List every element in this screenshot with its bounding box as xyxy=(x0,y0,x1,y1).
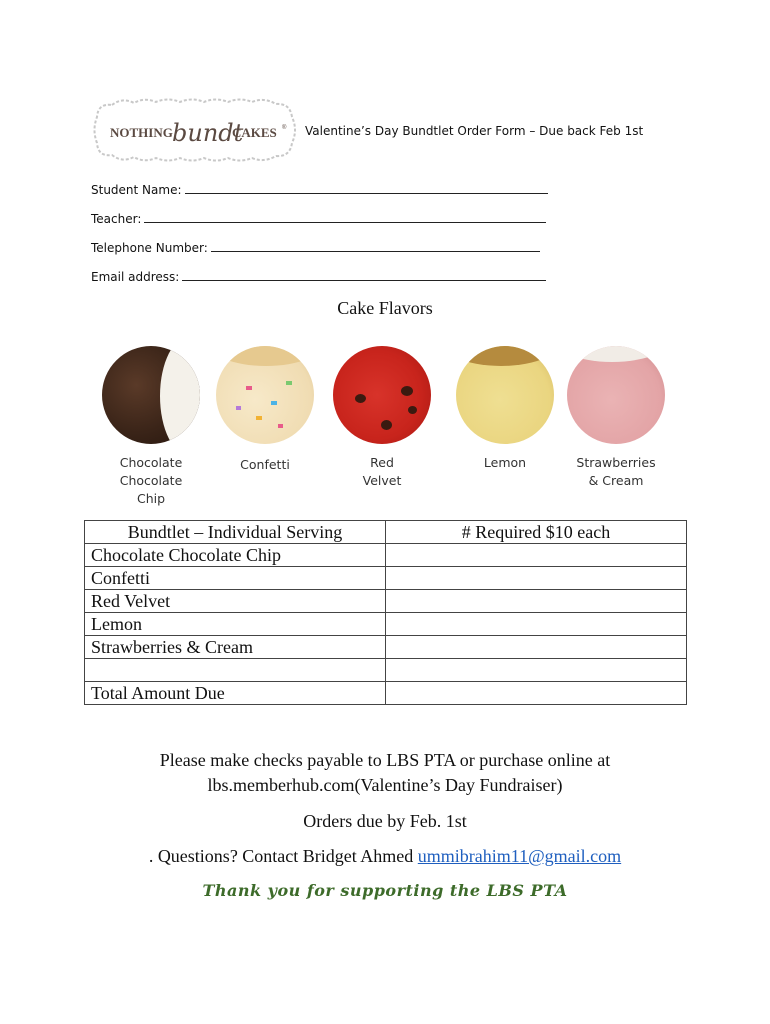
questions-line xyxy=(0,846,770,867)
payment-line-2: lbs.memberhub.com(Valentine’s Day Fundraiser) xyxy=(207,775,563,795)
quantity-cell[interactable] xyxy=(386,659,687,682)
logo-word-bundt: bundt xyxy=(172,119,244,147)
email-label: Email address: xyxy=(91,270,180,284)
student-name-label: Student Name: xyxy=(91,183,182,197)
row-label: Confetti xyxy=(85,567,386,590)
student-name-line[interactable] xyxy=(185,181,548,194)
header-bundtlet: Bundtlet – Individual Serving xyxy=(85,521,386,544)
row-label: Strawberries & Cream xyxy=(85,636,386,659)
table-header-row xyxy=(85,521,687,544)
telephone-label: Telephone Number: xyxy=(91,241,208,255)
flavor-lemon xyxy=(445,346,565,472)
thank-you-message: Thank you for supporting the LBS PTA xyxy=(202,881,568,900)
red-velvet-cake-image xyxy=(333,346,431,444)
questions-text: . Questions? Contact Bridget Ahmed xyxy=(148,846,414,866)
logo-word-cakes: CAKES xyxy=(232,125,277,140)
flavor-strawberries-cream xyxy=(556,346,676,490)
flavor-label-line2: Chocolate xyxy=(119,473,183,488)
email-field[interactable] xyxy=(91,268,546,284)
header-required: # Required $10 each xyxy=(386,521,687,544)
quantity-cell[interactable] xyxy=(386,544,687,567)
flavor-label-line1: Chocolate xyxy=(119,455,183,470)
quantity-cell[interactable] xyxy=(386,636,687,659)
table-row xyxy=(85,659,687,682)
teacher-field[interactable] xyxy=(91,210,546,226)
table-row xyxy=(85,544,687,567)
chocolate-cake-image xyxy=(102,346,200,444)
confetti-cake-image xyxy=(216,346,314,444)
table-row xyxy=(85,613,687,636)
flavor-label-line3: Chip xyxy=(136,491,166,506)
lemon-cake-image xyxy=(456,346,554,444)
flavor-label-line2: & Cream xyxy=(588,473,644,488)
quantity-cell[interactable] xyxy=(386,613,687,636)
row-label: Lemon xyxy=(85,613,386,636)
email-line[interactable] xyxy=(182,268,546,281)
row-label: Total Amount Due xyxy=(85,682,386,705)
row-label xyxy=(85,659,386,682)
cake-flavors-title: Cake Flavors xyxy=(337,298,433,318)
flavor-label-line1: Lemon xyxy=(483,455,527,470)
flavor-label-line1: Red xyxy=(370,455,394,470)
form-title: Valentine’s Day Bundtlet Order Form – Due back Feb 1st xyxy=(305,124,644,138)
logo-word-nothing: NOTHING xyxy=(110,125,173,140)
table-row-total xyxy=(85,682,687,705)
payment-line-1: Please make checks payable to LBS PTA or purchase online at xyxy=(159,750,611,770)
logo-registered-mark: ® xyxy=(282,125,287,131)
flavor-label-line1: Confetti xyxy=(240,457,290,472)
teacher-label: Teacher: xyxy=(91,212,142,226)
total-cell[interactable] xyxy=(386,682,687,705)
orders-due: Orders due by Feb. 1st xyxy=(303,811,467,831)
row-label: Red Velvet xyxy=(85,590,386,613)
quantity-cell[interactable] xyxy=(386,590,687,613)
table-row xyxy=(85,636,687,659)
flavor-confetti xyxy=(205,346,325,474)
student-name-field[interactable] xyxy=(91,181,548,197)
flavor-label-line1: Strawberries xyxy=(576,455,656,470)
order-table xyxy=(84,520,687,705)
teacher-line[interactable] xyxy=(144,210,546,223)
flavor-chocolate-chocolate-chip xyxy=(91,346,211,508)
table-row xyxy=(85,590,687,613)
row-label: Chocolate Chocolate Chip xyxy=(85,544,386,567)
nothing-bundt-cakes-logo xyxy=(92,97,298,163)
quantity-cell[interactable] xyxy=(386,567,687,590)
flavor-label-line2: Velvet xyxy=(362,473,402,488)
telephone-field[interactable] xyxy=(91,239,540,255)
strawberries-cream-cake-image xyxy=(567,346,665,444)
flavor-red-velvet xyxy=(322,346,442,490)
telephone-line[interactable] xyxy=(211,239,540,252)
table-row xyxy=(85,567,687,590)
contact-email-link[interactable]: ummibrahim11@gmail.com xyxy=(417,846,622,866)
